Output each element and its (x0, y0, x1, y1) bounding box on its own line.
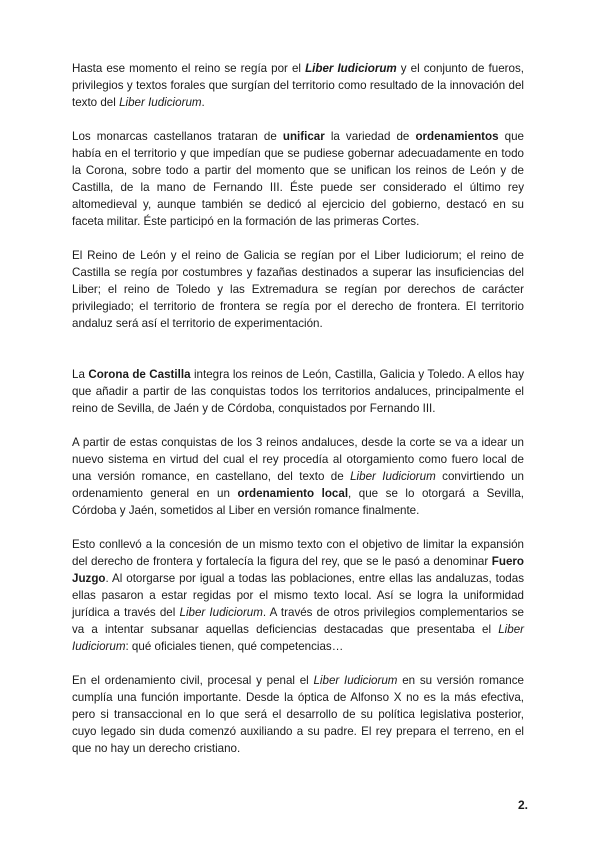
paragraph: A partir de estas conquistas de los 3 reinos andaluces, desde la corte se va a idear un nuevo sistema en virtud del cual el rey procedía al otorgamiento como fuero local de una versión romance, en castellano, del texto de Liber Iudiciorum convirtiendo un ordenamiento general en un ordenamiento local, que se lo otorgará a Sevilla, Córdoba y Jaén, sometidos al Liber en versión romance finalmente. (72, 436, 525, 517)
paragraph: Esto conllevó a la concesión de un mismo texto con el objetivo de limitar la expansión del derecho de frontera y fortalecía la figura del rey, que se le pasó a denominar Fuero Juzgo. Al otorgarse por igual a todas las poblaciones, entre ellas las andaluzas, todas ellas pasaron a estar regidas por el mismo texto local. Así se logra la uniformidad jurídica a través del Liber Iudiciorum. A través de otros privilegios complementarios se va a intentar subsanar aquellas deficiencias destacadas que presentaba el Liber Iudiciorum: qué oficiales tienen, qué competencias… (72, 538, 525, 653)
emphasis-bold: unificar (282, 130, 325, 143)
paragraph: Los monarcas castellanos trataran de unificar la variedad de ordenamientos que había en el territorio y que impedían que se pudiese gobernar adecuadamente en todo la Corona, sobre todo a partir del momento que se unifican los reinos de León y de Castilla, de la mano de Fernando III. Éste puede ser considerado el último rey altomedieval y, aunque también se dedicó al ejercicio del gobierno, destacó en su faceta militar. Éste participó en la formación de las primeras Cortes. (72, 130, 524, 228)
paragraph: Hasta ese momento el reino se regía por el Liber Iudiciorum y el conjunto de fueros, privilegios y textos forales que surgían del territorio como resultado de la innovación del texto del Liber Iudiciorum. (72, 62, 524, 109)
emphasis-italic: Liber Iudiciorum (119, 96, 202, 109)
emphasis-bold: ordenamientos (415, 130, 499, 143)
page-number: 2. (517, 798, 528, 812)
emphasis-italic: Liber Iudiciorum (72, 623, 524, 653)
emphasis-italic: Liber Iudiciorum (350, 470, 436, 483)
emphasis-bold: Corona de Castilla (88, 368, 191, 381)
paragraph: En el ordenamiento civil, procesal y penal el Liber Iudiciorum en su versión romance cumplía una función importante. Desde la óptica de Alfonso X no es la más efectiva, pero si transaccional en lo que será el desarrollo de su política legislativa posterior, cuyo legado sin duda comenzó auxiliando a su padre. El rey prepara el terreno, en el que no hay un derecho cristiano. (72, 674, 524, 755)
emphasis-italic: Liber Iudiciorum (313, 674, 398, 687)
emphasis-italic: Liber Iudiciorum (179, 606, 263, 619)
body-text (72, 60, 524, 757)
emphasis-bold: ordenamiento local (237, 487, 349, 500)
emphasis-bold: Liber Iudiciorum (305, 62, 397, 75)
emphasis-bold: Fuero Juzgo (72, 555, 524, 585)
paragraph: El Reino de León y el reino de Galicia se regían por el Liber Iudiciorum; el reino de Castilla se regía por costumbres y fazañas destinados a superar las insuficiencias del Liber; el reino de Toledo y las Extremadura se regían por derechos de carácter privilegiado; el territorio de frontera se regía por el derecho de frontera. El territorio andaluz será así el territorio de experimentación. (72, 249, 524, 330)
paragraph: La Corona de Castilla integra los reinos de León, Castilla, Galicia y Toledo. A ellos hay que añadir a partir de las conquistas todos los territorios andaluces, principalmente el reino de Sevilla, de Jaén y de Córdoba, conquistados por Fernando III. (72, 368, 524, 415)
